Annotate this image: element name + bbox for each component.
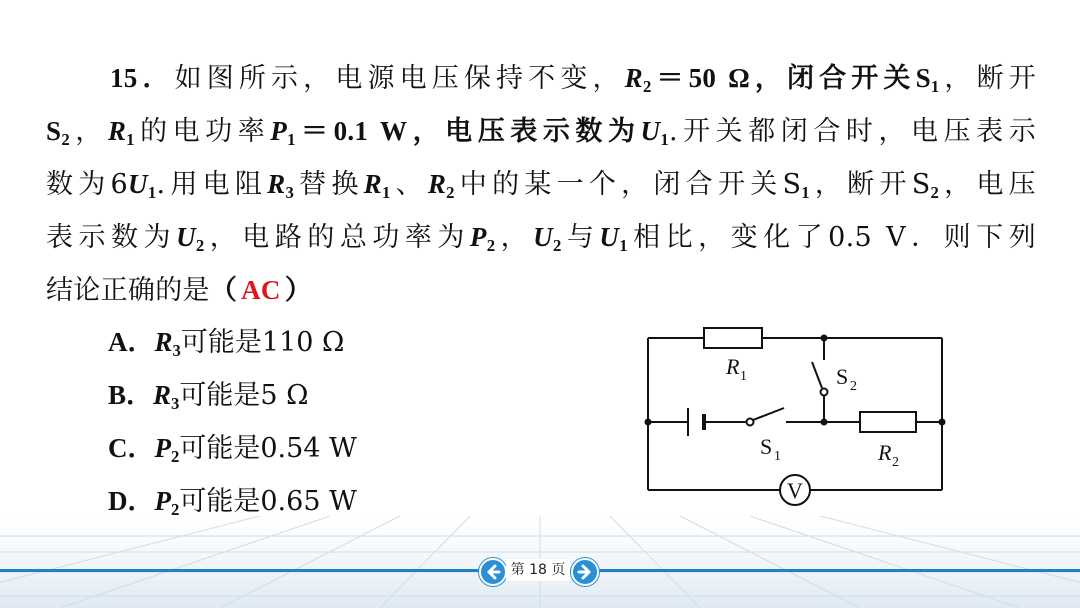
switch-s2 — [812, 362, 828, 396]
answer-options — [108, 316, 357, 528]
s1-label: S — [760, 434, 773, 459]
s2-label: S — [836, 364, 849, 389]
svg-text:2: 2 — [850, 379, 857, 394]
next-page-button[interactable] — [571, 558, 599, 586]
question-line-1: 15．如图所示，电源电压保持不变，$R_2=50$ Ω，闭合开关$S_1$，断开 — [110, 63, 1037, 96]
arrow-left-icon — [481, 560, 505, 584]
voltmeter-label: V — [787, 478, 803, 503]
question-line-2: $S_2$，$R_1$的电功率$P_1=0.1$ W，电压表示数为$U_1$.开关都闭合时，电压表示 — [46, 116, 1036, 149]
battery-icon — [688, 408, 704, 436]
arrow-right-icon — [573, 560, 597, 584]
prev-page-button[interactable] — [479, 558, 507, 586]
resistor-r1 — [704, 328, 762, 348]
switch-s1 — [747, 408, 785, 426]
option-a[interactable]: A．$R_3$可能是110 Ω — [108, 327, 345, 360]
answer-text: AC — [241, 275, 281, 305]
option-b[interactable]: B．$R_3$可能是5 Ω — [108, 380, 309, 413]
question-line-4: 表示数为$U_2$，电路的总功率为$P_2$，$U_2$与$U_1$相比，变化了0.5 V．则下列 — [46, 222, 1036, 255]
resistor-r2 — [860, 412, 916, 432]
option-c[interactable]: C．$P_2$可能是0.54 W — [108, 433, 357, 466]
question-text — [46, 52, 1036, 317]
option-d[interactable]: D．$P_2$可能是0.65 W — [108, 486, 357, 519]
svg-text:1: 1 — [740, 369, 747, 384]
question-line-3: 数为$6U_1$.用电阻$R_3$替换$R_1$、$R_2$中的某一个，闭合开关$S_1$，断开$S_2$，电压 — [46, 169, 1036, 202]
svg-text:2: 2 — [892, 455, 899, 470]
circuit-diagram — [636, 322, 956, 512]
page-number: 第 18 页 — [506, 559, 570, 581]
r2-label: R — [878, 440, 892, 465]
svg-text:1: 1 — [774, 449, 781, 464]
question-line-5: 结论正确的是（ AC ） — [46, 275, 313, 306]
question-number: 15． — [110, 63, 175, 93]
r1-label: R — [726, 354, 740, 379]
